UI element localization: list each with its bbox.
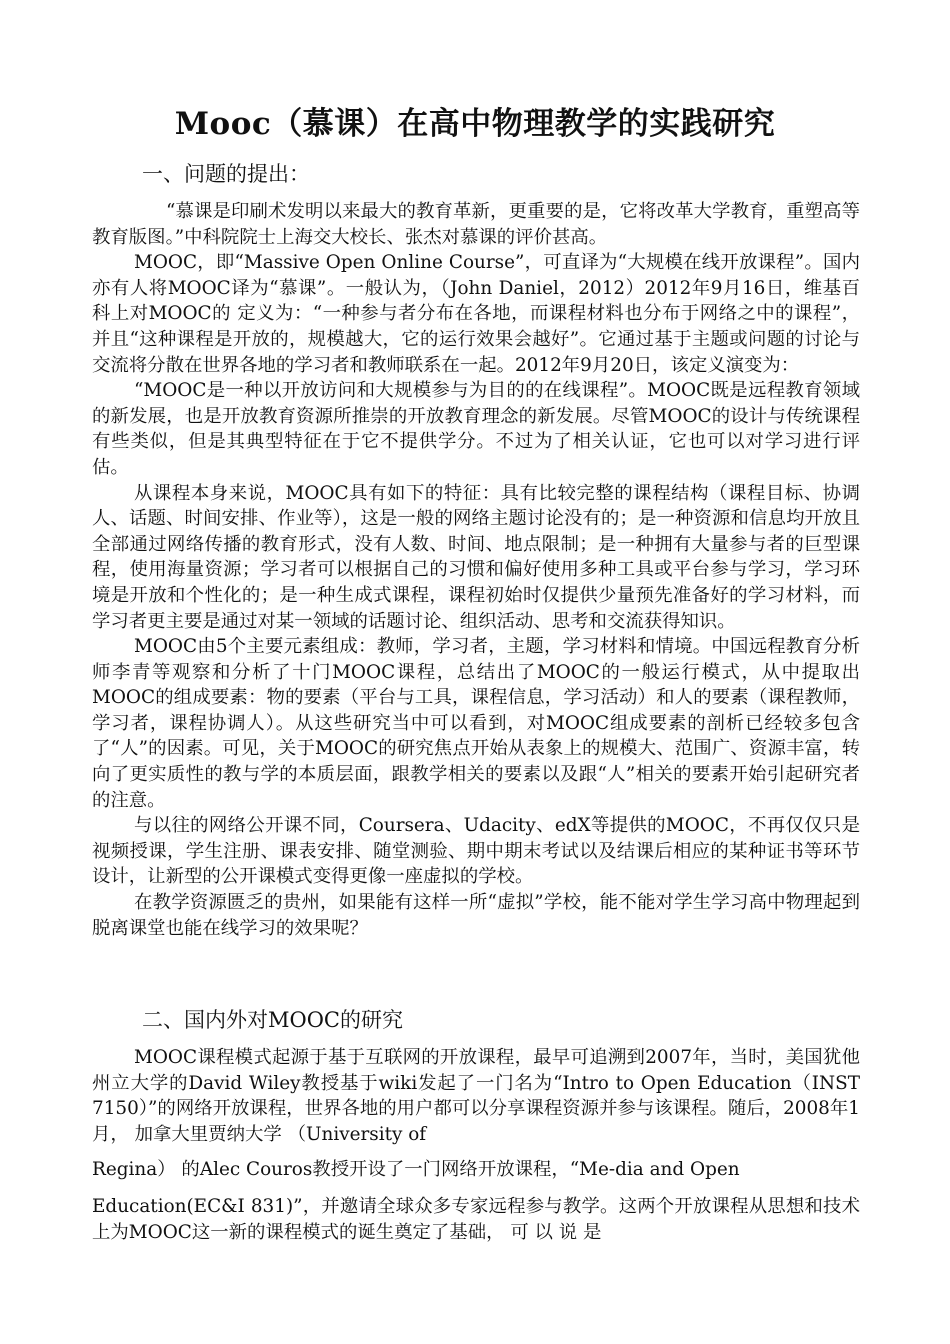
- paragraph-line: Education(EC&I 831)”，并邀请全球众多专家远程参与教学。这两个开放课程从思想和技术上为MOOC这一新的课程模式的诞生奠定了基础， 可 以 说 是: [92, 1196, 860, 1243]
- paragraph: MOOC，即“Massive Open Online Course”，可直译为“大规模在线开放课程”。国内亦有人将MOOC译为“慕课”。一般认为，（John Daniel，2012）2012年9月16日，维基百科上对MOOC的 定义为：“一种参与者分布在各地，而课程材料也分布于网络之中的课程”，并且“这种课程是开放的，规模越大，它的运行效果会越好”。它通过基于主题或问题的讨论与交流将分散在世界各地的学习者和教师联系在一起。2012年9月20日，该定义演变为：: [92, 252, 860, 376]
- section2-body: [92, 1045, 860, 1147]
- paragraph: 在教学资源匮乏的贵州，如果能有这样一所“虚拟”学校，能不能对学生学习高中物理起到脱离课堂也能在线学习的效果呢？: [92, 892, 860, 939]
- paragraph: “MOOC是一种以开放访问和大规模参与为目的的在线课程”。MOOC既是远程教育领域的新发展，也是开放教育资源所推崇的开放教育理念的新发展。尽管MOOC的设计与传统课程有些类似，但是其典型特征在于它不提供学分。不过为了相关认证，它也可以对学习进行评估。: [92, 380, 860, 478]
- paragraph: 与以往的网络公开课不同，Coursera、Udacity、edX等提供的MOOC，不再仅仅只是视频授课，学生注册、课表安排、随堂测验、期中期末考试以及结课后相应的某种证书等环节设计，让新型的公开课模式变得更像一座虚拟的学校。: [92, 815, 860, 888]
- paragraph: 从课程本身来说，MOOC具有如下的特征：具有比较完整的课程结构（课程目标、协调人、话题、时间安排、作业等），这是一般的网络主题讨论没有的；是一种资源和信息均开放且全部通过网络传播的教育形式，没有人数、时间、地点限制；是一种拥有大量参与者的巨型课程，使用海量资源；学习者可以根据自己的习惯和偏好使用多种工具或平台参与学习，学习环境是开放和个性化的；是一种生成式课程，课程初始时仅提供少量预先准备好的学习材料，而学习者更主要是通过对某一领域的话题讨论、组织活动、思考和交流获得知识。: [92, 482, 860, 632]
- section2-body-cont: [92, 1194, 860, 1245]
- section2-body-line: [92, 1157, 860, 1183]
- section1-heading: 一、问题的提出：: [142, 162, 310, 186]
- document-title: Mooc（慕课）在高中物理教学的实践研究: [174, 106, 776, 142]
- section1-body: [92, 199, 860, 941]
- paragraph: MOOC由5个主要元素组成：教师，学习者，主题，学习材料和情境。中国远程教育分析师李青等观察和分析了十门MOOC课程，总结出了MOOC的一般运行模式，从中提取出MOOC的组成要素：物的要素（平台与工具，课程信息，学习活动）和人的要素（课程教师，学习者，课程协调人）。从这些研究当中可以看到，对MOOC组成要素的剖析已经较多包含了“人”的因素。可见，关于MOOC的研究焦点开始从表象上的规模大、范围广、资源丰富，转向了更实质性的教与学的本质层面，跟教学相关的要素以及跟“人”相关的要素开始引起研究者的注意。: [92, 636, 860, 811]
- paragraph: “慕课是印刷术发明以来最大的教育革新，更重要的是，它将改革大学教育，重塑高等教育版图。”中科院院士上海交大校长、张杰对慕课的评价甚高。: [92, 201, 860, 248]
- paragraph: MOOC课程模式起源于基于互联网的开放课程，最早可追溯到2007年，当时，美国犹他州立大学的David Wiley教授基于wiki发起了一门名为“Intro to Open Education（INST 7150）”的网络开放课程，世界各地的用户都可以分享课程资源并参与该课程。随后，2008年1月， 加拿大里贾纳大学 （University of: [92, 1047, 860, 1145]
- paragraph-line: Regina） 的Alec Couros教授开设了一门网络开放课程，“Me-dia and Open: [92, 1159, 740, 1180]
- section2-heading: 二、国内外对MOOC的研究: [142, 1008, 404, 1032]
